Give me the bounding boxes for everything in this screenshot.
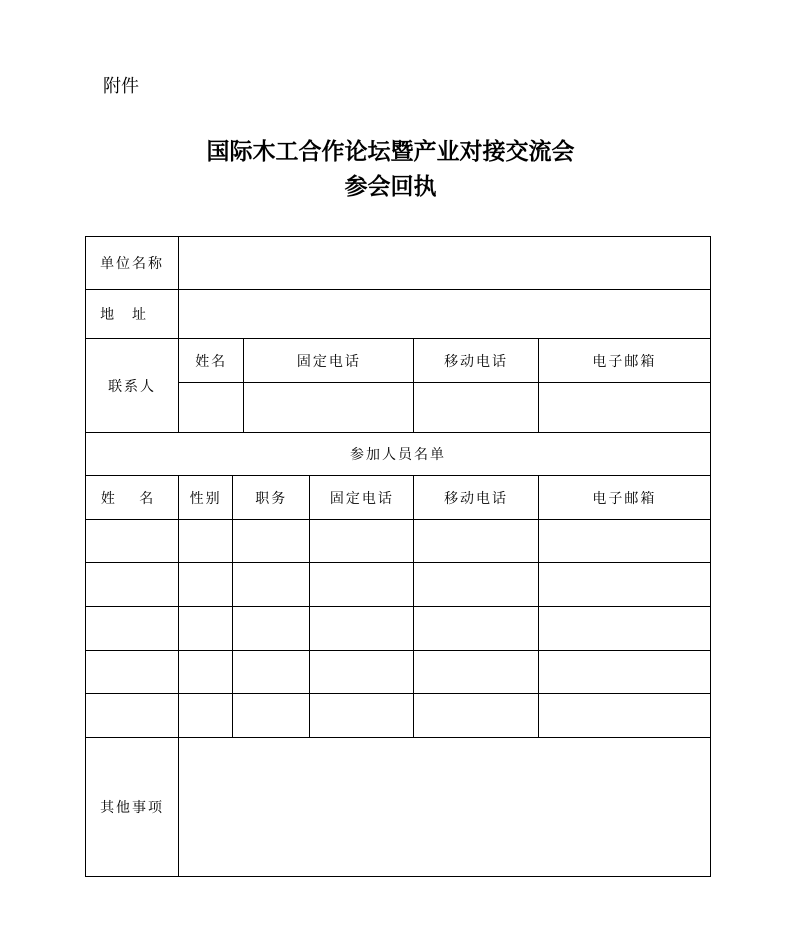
participant-gender-field[interactable] (179, 563, 233, 607)
participant-email-field[interactable] (538, 607, 710, 651)
participant-name-header: 姓 名 (86, 476, 179, 520)
participant-mobile-header: 移动电话 (414, 476, 538, 520)
participant-name-field[interactable] (86, 607, 179, 651)
participants-header-row (86, 476, 711, 520)
participant-landline-field[interactable] (310, 694, 414, 738)
contact-header-row (86, 339, 711, 383)
contact-email-field[interactable] (538, 383, 710, 433)
participant-gender-field[interactable] (179, 607, 233, 651)
participant-landline-header: 固定电话 (310, 476, 414, 520)
participant-position-field[interactable] (233, 651, 310, 694)
participant-position-field[interactable] (233, 563, 310, 607)
contact-label: 联系人 (86, 339, 179, 433)
address-field[interactable] (179, 290, 711, 339)
participant-gender-field[interactable] (179, 694, 233, 738)
address-row (86, 290, 711, 339)
contact-name-header: 姓名 (179, 339, 244, 383)
other-matters-label: 其他事项 (86, 738, 179, 877)
participant-position-field[interactable] (233, 607, 310, 651)
participant-landline-field[interactable] (310, 520, 414, 563)
participant-position-header: 职务 (233, 476, 310, 520)
contact-landline-header: 固定电话 (244, 339, 414, 383)
participant-mobile-field[interactable] (414, 651, 538, 694)
participant-mobile-field[interactable] (414, 607, 538, 651)
participant-email-field[interactable] (538, 651, 710, 694)
participants-title-row (86, 433, 711, 476)
participant-row (86, 520, 711, 563)
participant-email-field[interactable] (538, 694, 710, 738)
participant-landline-field[interactable] (310, 651, 414, 694)
participant-name-field[interactable] (86, 651, 179, 694)
participant-position-field[interactable] (233, 520, 310, 563)
unit-name-label: 单位名称 (86, 237, 179, 290)
participant-row (86, 607, 711, 651)
participant-mobile-field[interactable] (414, 563, 538, 607)
unit-name-row (86, 237, 711, 290)
address-label: 地址 (86, 290, 179, 339)
attachment-label: 附件 (103, 76, 139, 97)
participant-landline-field[interactable] (310, 607, 414, 651)
registration-form-table (85, 236, 711, 877)
contact-values-row (86, 383, 711, 433)
participant-gender-field[interactable] (179, 520, 233, 563)
contact-mobile-header: 移动电话 (414, 339, 538, 383)
page-subtitle: 参会回执 (344, 173, 437, 200)
unit-name-field[interactable] (179, 237, 711, 290)
participant-landline-field[interactable] (310, 563, 414, 607)
participant-name-field[interactable] (86, 520, 179, 563)
participant-row (86, 694, 711, 738)
participant-mobile-field[interactable] (414, 520, 538, 563)
contact-landline-field[interactable] (244, 383, 414, 433)
participant-email-field[interactable] (538, 563, 710, 607)
contact-name-field[interactable] (179, 383, 244, 433)
participants-title: 参加人员名单 (86, 433, 711, 476)
participant-row (86, 563, 711, 607)
participant-email-header: 电子邮箱 (538, 476, 710, 520)
participant-email-field[interactable] (538, 520, 710, 563)
participant-row (86, 651, 711, 694)
participant-gender-header: 性别 (179, 476, 233, 520)
participant-gender-field[interactable] (179, 651, 233, 694)
participant-position-field[interactable] (233, 694, 310, 738)
participant-mobile-field[interactable] (414, 694, 538, 738)
other-matters-field[interactable] (179, 738, 711, 877)
contact-email-header: 电子邮箱 (538, 339, 710, 383)
participant-name-field[interactable] (86, 563, 179, 607)
other-matters-row (86, 738, 711, 877)
participant-name-field[interactable] (86, 694, 179, 738)
page-title: 国际木工合作论坛暨产业对接交流会 (206, 138, 575, 165)
contact-mobile-field[interactable] (414, 383, 538, 433)
